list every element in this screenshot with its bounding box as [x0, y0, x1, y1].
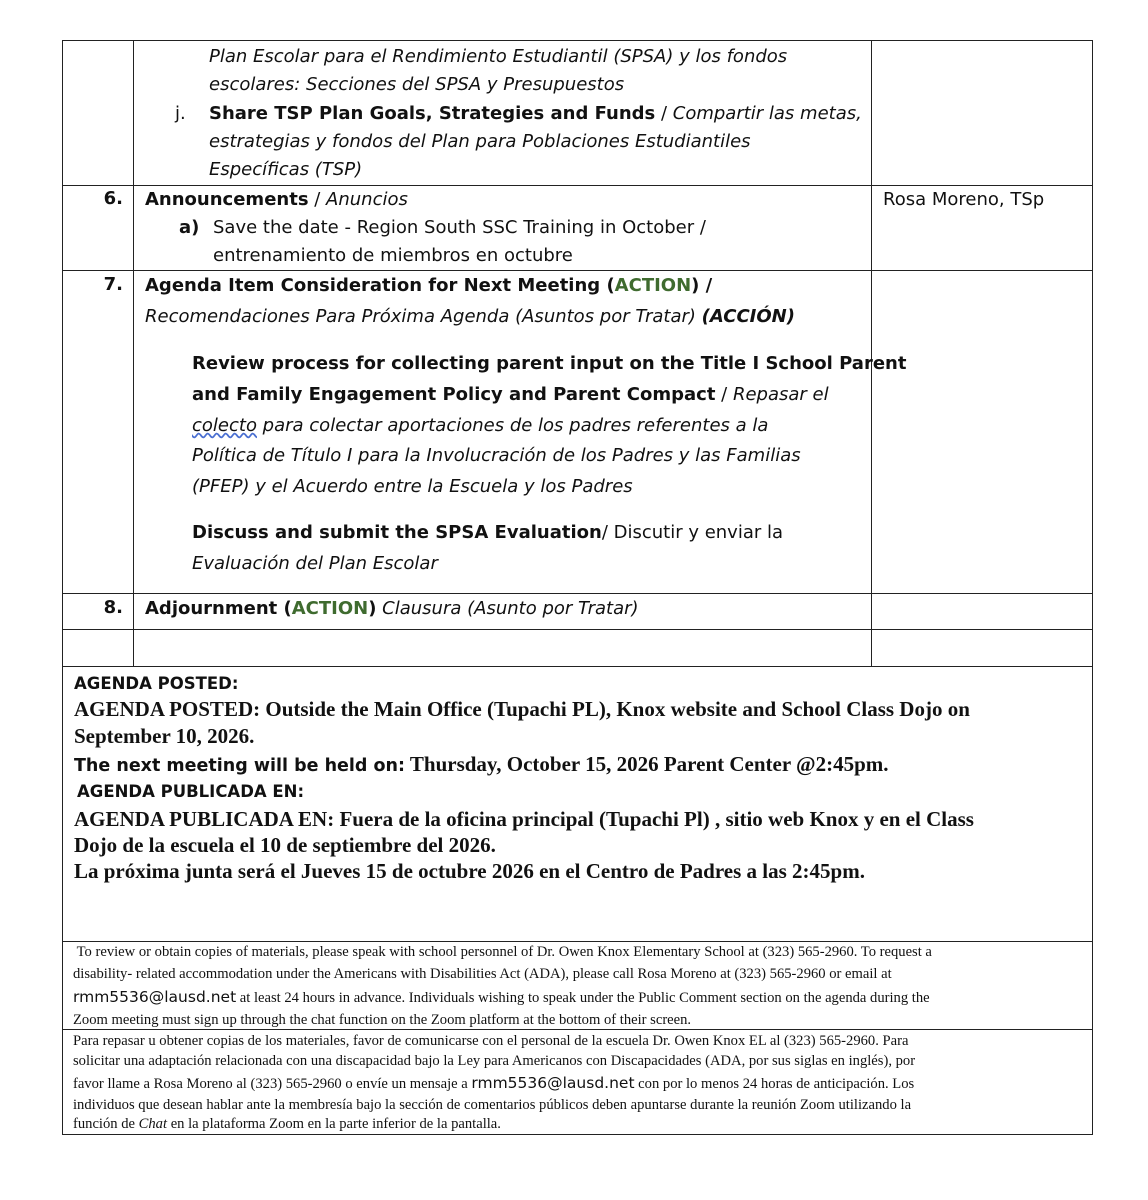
review-process-line-4: Política de Título I para la Involucración de los Padres y las Familias: [192, 445, 801, 466]
notice-en-line-2: disability- related accommodation under the Americans with Disabilities Act (ADA), please call Rosa Moreno at (323) 565-2960 or email at: [73, 966, 892, 982]
announcement-a-line-2: entrenamiento de miembros en octubre: [213, 245, 573, 266]
notice-es-line-1: Para repasar u obtener copias de los materiales, favor de comunicarse con el personal de la escuela Dr. Owen Knox EL al (323) 565-2960. Para: [73, 1033, 909, 1049]
action-label: ACTION: [614, 275, 692, 296]
presenter-name: Rosa Moreno, TSp: [883, 189, 1045, 210]
spsa-evaluation-line-2: Evaluación del Plan Escolar: [192, 553, 438, 574]
agenda-posted-line-1: AGENDA POSTED: Outside the Main Office (Tupachi PL), Knox website and School Class Dojo on: [74, 697, 970, 721]
review-process-line-5: (PFEP) y el Acuerdo entre la Escuela y los Padres: [192, 476, 633, 497]
spsa-evaluation-line-1: Discuss and submit the SPSA Evaluation/ Discutir y enviar la: [192, 522, 784, 543]
next-meeting-line: The next meeting will be held on: Thursday, October 15, 2026 Parent Center @2:45pm.: [74, 752, 889, 776]
adjournment-title: Adjournment (ACTION) Clausura (Asunto por Tratar): [145, 598, 639, 619]
notice-en-line-4: Zoom meeting must sign up through the chat function on the Zoom platform at the bottom of their screen.: [73, 1012, 692, 1028]
row-number-8: 8.: [103, 597, 123, 618]
row-divider: [63, 593, 1092, 594]
proxima-junta-line: La próxima junta será el Jueves 15 de octubre 2026 en el Centro de Padres a las 2:45pm.: [74, 859, 865, 883]
column-divider: [133, 41, 134, 666]
item-j-letter: j.: [175, 103, 186, 124]
item-j-line-1: Share TSP Plan Goals, Strategies and Funds / Compartir las metas,: [209, 103, 862, 124]
agenda-consideration-title: Agenda Item Consideration for Next Meeting (ACTION) /: [145, 275, 713, 296]
agenda-publicada-line-2: Dojo de la escuela el 10 de septiembre del 2026.: [74, 833, 496, 857]
agenda-publicada-label: AGENDA PUBLICADA EN:: [77, 782, 305, 801]
email-link[interactable]: rmm5536@lausd.net: [73, 988, 237, 1006]
agenda-publicada-line-1: AGENDA PUBLICADA EN: Fuera de la oficina principal (Tupachi Pl) , sitio web Knox y en el Class: [74, 807, 974, 831]
item-j-line-3: Específicas (TSP): [209, 159, 363, 180]
agenda-posted-label: AGENDA POSTED:: [74, 674, 239, 693]
notice-en-line-1: To review or obtain copies of materials, please speak with school personnel of Dr. Owen Knox Elementary School at (323) 565-2960. To request a: [76, 944, 932, 960]
action-label: ACTION: [291, 598, 369, 619]
agenda-posted-line-2: September 10, 2026.: [74, 724, 255, 748]
notice-es-line-4: individuos que desean hablar ante la membresía bajo la sección de comentarios públicos deben apuntarse durante la reunión Zoom utilizando la: [73, 1097, 912, 1113]
row-number-7: 7.: [103, 274, 123, 295]
review-process-line-3: colecto para colectar aportaciones de los padres referentes a la: [192, 415, 769, 436]
email-link[interactable]: rmm5536@lausd.net: [471, 1074, 635, 1092]
agenda-posted-section: [62, 666, 1093, 942]
spsa-line-2: escolares: Secciones del SPSA y Presupuestos: [209, 74, 625, 95]
item-j-line-2: estrategias y fondos del Plan para Poblaciones Estudiantiles: [209, 131, 751, 152]
notice-es-line-3: favor llame a Rosa Moreno al (323) 565-2960 o envíe un mensaje a rmm5536@lausd.net con por lo menos 24 horas de anticipación. Los: [73, 1074, 915, 1092]
agenda-table: [62, 40, 1093, 667]
row-divider: [63, 629, 1092, 630]
spsa-line-1: Plan Escolar para el Rendimiento Estudiantil (SPSA) y los fondos: [209, 46, 788, 67]
notice-en-line-3: rmm5536@lausd.net at least 24 hours in advance. Individuals wishing to speak under the Public Comment section on the agenda during the: [73, 988, 930, 1006]
notice-es-line-5: función de Chat en la plataforma Zoom en la parte inferior de la pantalla.: [73, 1116, 501, 1132]
row-number-6: 6.: [103, 188, 123, 209]
notice-es-line-2: solicitar una adaptación relacionada con una discapacidad bajo la Ley para Americanos con Discapacidades (ADA, por sus siglas en inglés), por: [73, 1053, 916, 1069]
announcements-title: Announcements / Anuncios: [145, 189, 408, 210]
review-process-line-2: and Family Engagement Policy and Parent Compact / Repasar el: [192, 384, 829, 405]
accessibility-notice-spanish: [62, 1029, 1093, 1135]
row-divider: [63, 270, 1092, 271]
announcement-a-letter: a): [179, 217, 200, 238]
review-process-line-1: Review process for collecting parent input on the Title I School Parent: [192, 353, 907, 374]
accessibility-notice-english: [62, 941, 1093, 1030]
agenda-consideration-subtitle: Recomendaciones Para Próxima Agenda (Asuntos por Tratar) (ACCIÓN): [145, 306, 795, 327]
announcement-a-line-1: Save the date - Region South SSC Training in October /: [213, 217, 706, 238]
